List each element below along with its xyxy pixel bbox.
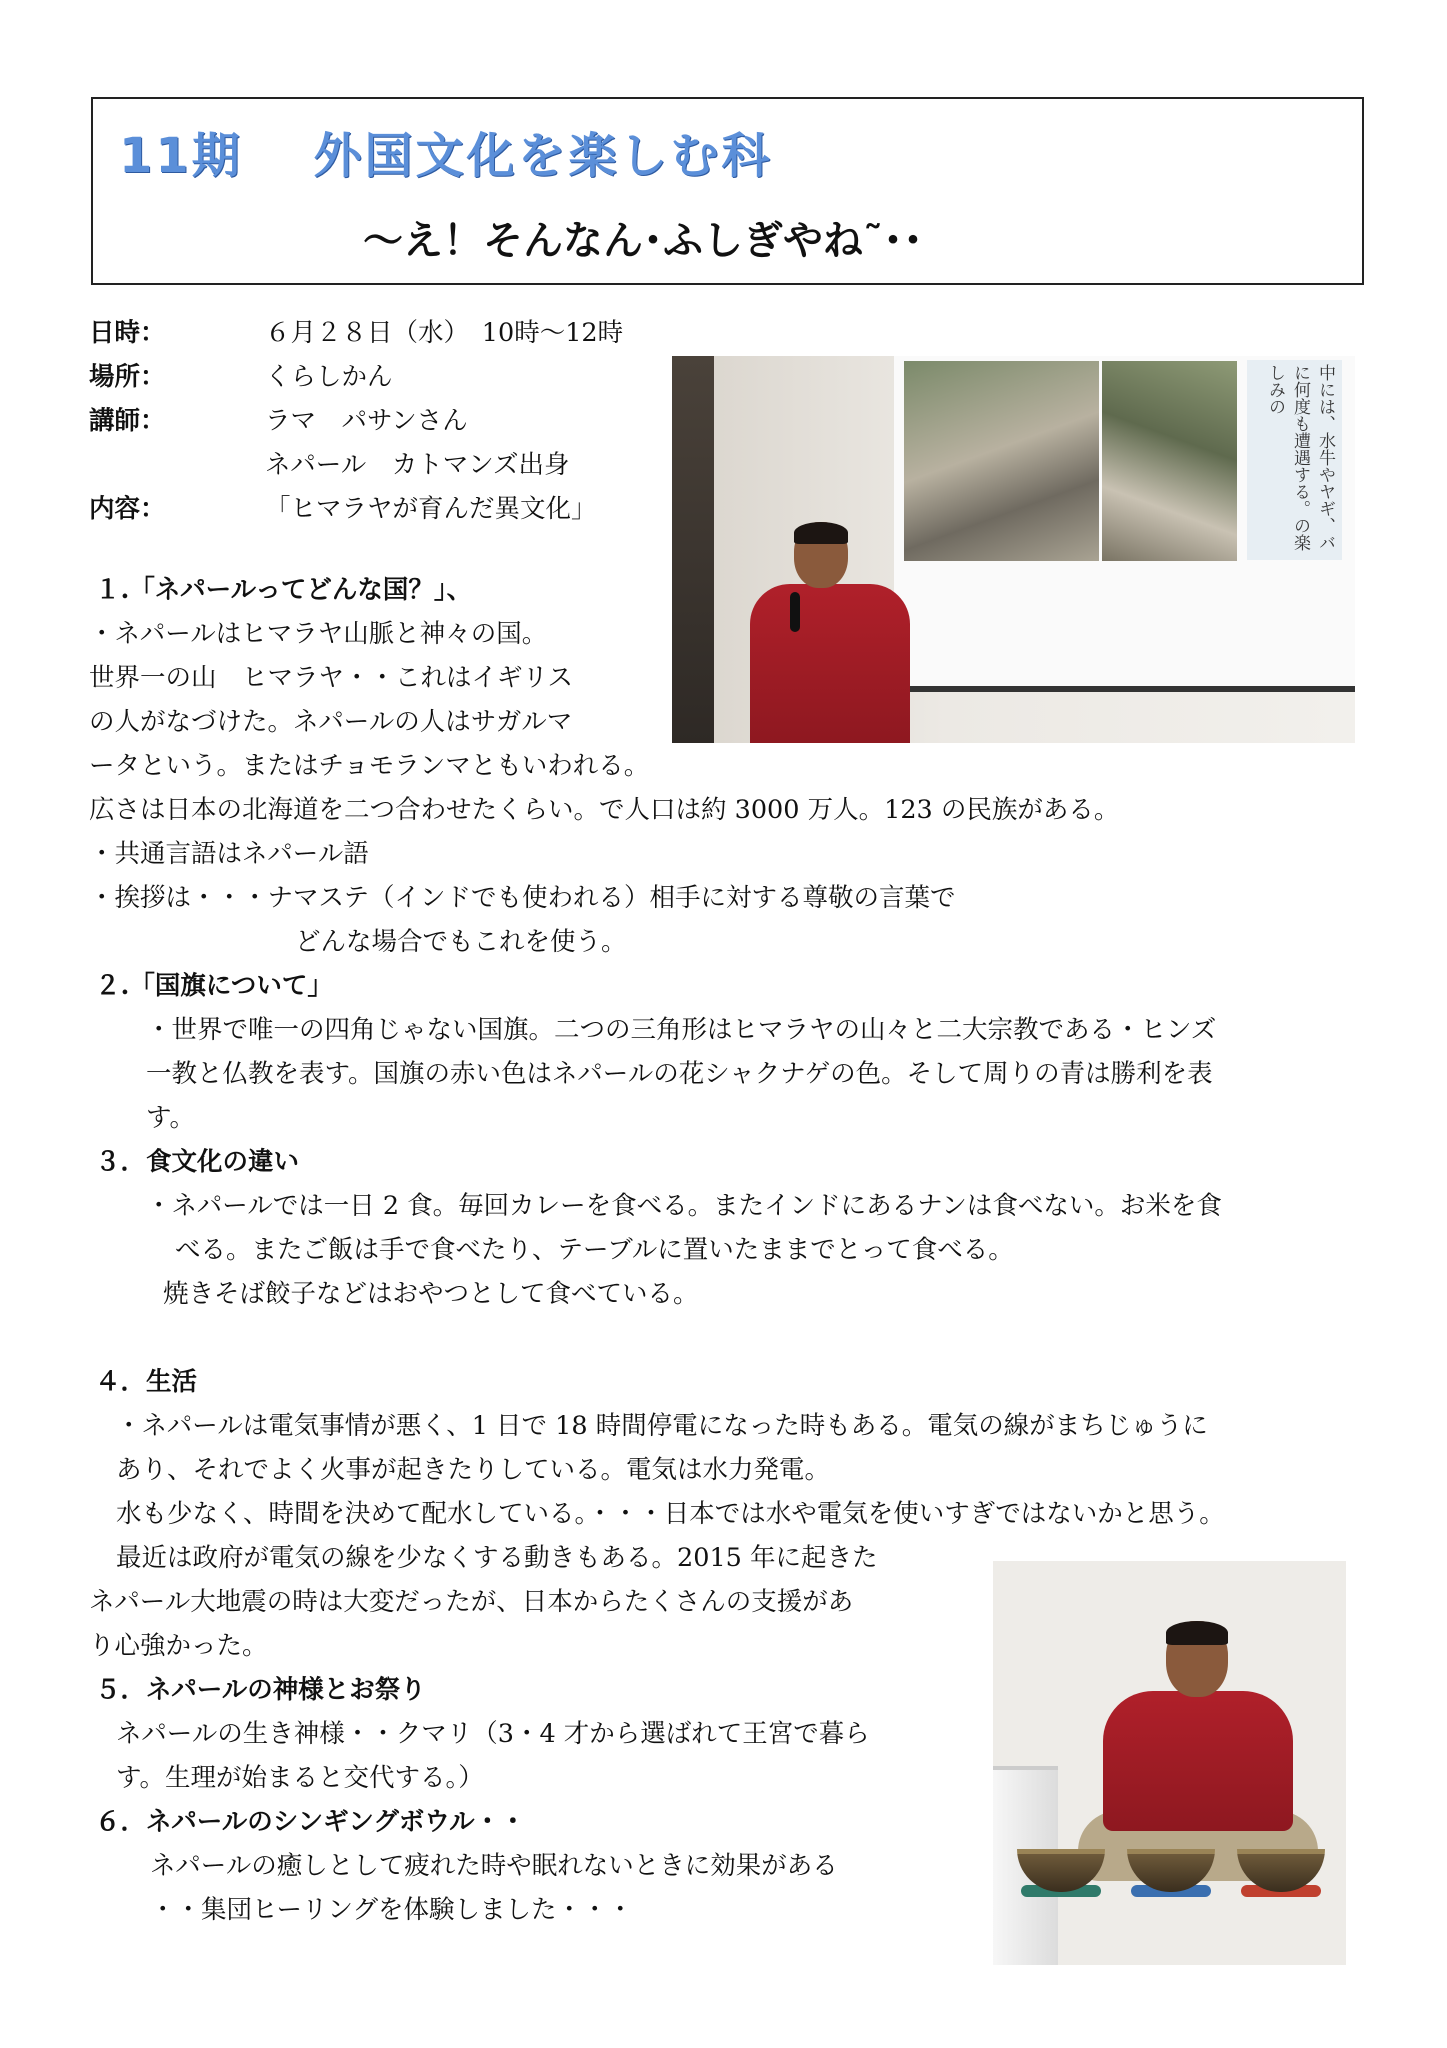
section-5-line: ネパールの生き神様・・クマリ（3・4 才から選ばれて王宮で暮ら xyxy=(116,1719,870,1749)
section-3-line: 焼きそば餃子などはおやつとして食べている。 xyxy=(163,1279,699,1309)
section-1-line: どんな場合でもこれを使う。 xyxy=(295,927,627,957)
lecture-photo xyxy=(672,356,1355,743)
section-3-line: べる。またご飯は手で食べたり、テーブルに置いたままでとって食べる。 xyxy=(175,1235,1014,1265)
section-2-line: 一教と仏教を表す。国旗の赤い色はネパールの花シャクナゲの色。そして周りの青は勝利を表 xyxy=(146,1059,1213,1089)
place-label: 場所： xyxy=(89,362,166,392)
section-4-line: ネパール大地震の時は大変だったが、日本からたくさんの支援があ xyxy=(89,1587,854,1617)
microphone-icon xyxy=(790,592,800,632)
section-6-line: ネパールの癒しとして疲れた時や眠れないときに効果がある xyxy=(150,1851,838,1881)
section-2-heading: ２.「国旗について」 xyxy=(95,971,333,1001)
lecturer-value: ラマ パサンさん xyxy=(265,406,468,436)
place-value: くらしかん xyxy=(265,362,393,392)
date-label: 日時： xyxy=(89,318,166,348)
section-1-heading: １.「ネパールってどんな国？」、 xyxy=(95,575,473,605)
section-3-line: ・ネパールでは一日 2 食。毎回カレーを食べる。またインドにあるナンは食べない。お米を食 xyxy=(146,1191,1222,1221)
singing-bowl-photo xyxy=(993,1561,1346,1965)
section-4-line: り心強かった。 xyxy=(89,1631,268,1661)
lecturer-seated-figure xyxy=(1078,1621,1318,1881)
section-6-line: ・・集団ヒーリングを体験しました・・・ xyxy=(150,1895,633,1925)
section-4-line: 水も少なく、時間を決めて配水している。・・・日本では水や電気を使いすぎではないかと思う。 xyxy=(116,1499,1225,1529)
section-5-heading: ５．ネパールの神様とお祭り xyxy=(95,1675,426,1705)
section-4-heading: ４．生活 xyxy=(95,1367,198,1397)
section-4-line: ・ネパールは電気事情が悪く、1 日で 18 時間停電になった時もある。電気の線がまちじゅうに xyxy=(116,1411,1208,1441)
date-value: ６月２８日（水） 10時～12時 xyxy=(265,318,624,348)
section-2-line: す。 xyxy=(146,1103,195,1133)
content-label: 内容： xyxy=(89,494,166,524)
section-1-line: 世界一の山 ヒマラヤ・・これはイギリス xyxy=(89,663,573,693)
screen-caption: 中には、水牛やヤギ、バに何度も遭遇する。の楽しみの xyxy=(1247,360,1342,560)
content-value: 「ヒマラヤが育んだ異文化」 xyxy=(265,494,597,524)
section-1-line: の人がなづけた。ネパールの人はサガルマ xyxy=(89,707,573,737)
section-5-line: す。生理が始まると交代する。） xyxy=(116,1763,484,1793)
section-3-heading: ３．食文化の違い xyxy=(95,1147,300,1177)
section-6-heading: ６．ネパールのシンギングボウル・・ xyxy=(95,1807,526,1837)
page-subtitle: ～え！そんなん･ふしぎやね˜･･ xyxy=(363,218,923,264)
lecturer-label: 講師： xyxy=(89,406,166,436)
section-2-line: ・世界で唯一の四角じゃない国旗。二つの三角形はヒマラヤの山々と二大宗教である・ヒンズ xyxy=(146,1015,1217,1045)
section-1-line: ・挨拶は・・・ナマステ（インドでも使われる）相手に対する尊敬の言葉で xyxy=(89,883,956,913)
page-title: 11期 外国文化を楽しむ科 xyxy=(119,128,773,184)
lecturer-figure xyxy=(750,522,910,743)
section-1-line: 広さは日本の北海道を二つ合わせたくらい。で人口は約 3000 万人。123 の民族がある。 xyxy=(89,795,1120,825)
section-1-line: ・ネパールはヒマラヤ山脈と神々の国。 xyxy=(89,619,548,649)
section-4-line: あり、それでよく火事が起きたりしている。電気は水力発電。 xyxy=(116,1455,831,1485)
title-box xyxy=(91,97,1364,285)
section-4-line: 最近は政府が電気の線を少なくする動きもある。2015 年に起きた xyxy=(116,1543,878,1573)
section-1-line: ータという。またはチョモランマともいわれる。 xyxy=(89,751,650,781)
lecturer-origin: ネパール カトマンズ出身 xyxy=(265,450,570,480)
section-1-line: ・共通言語はネパール語 xyxy=(89,839,369,869)
